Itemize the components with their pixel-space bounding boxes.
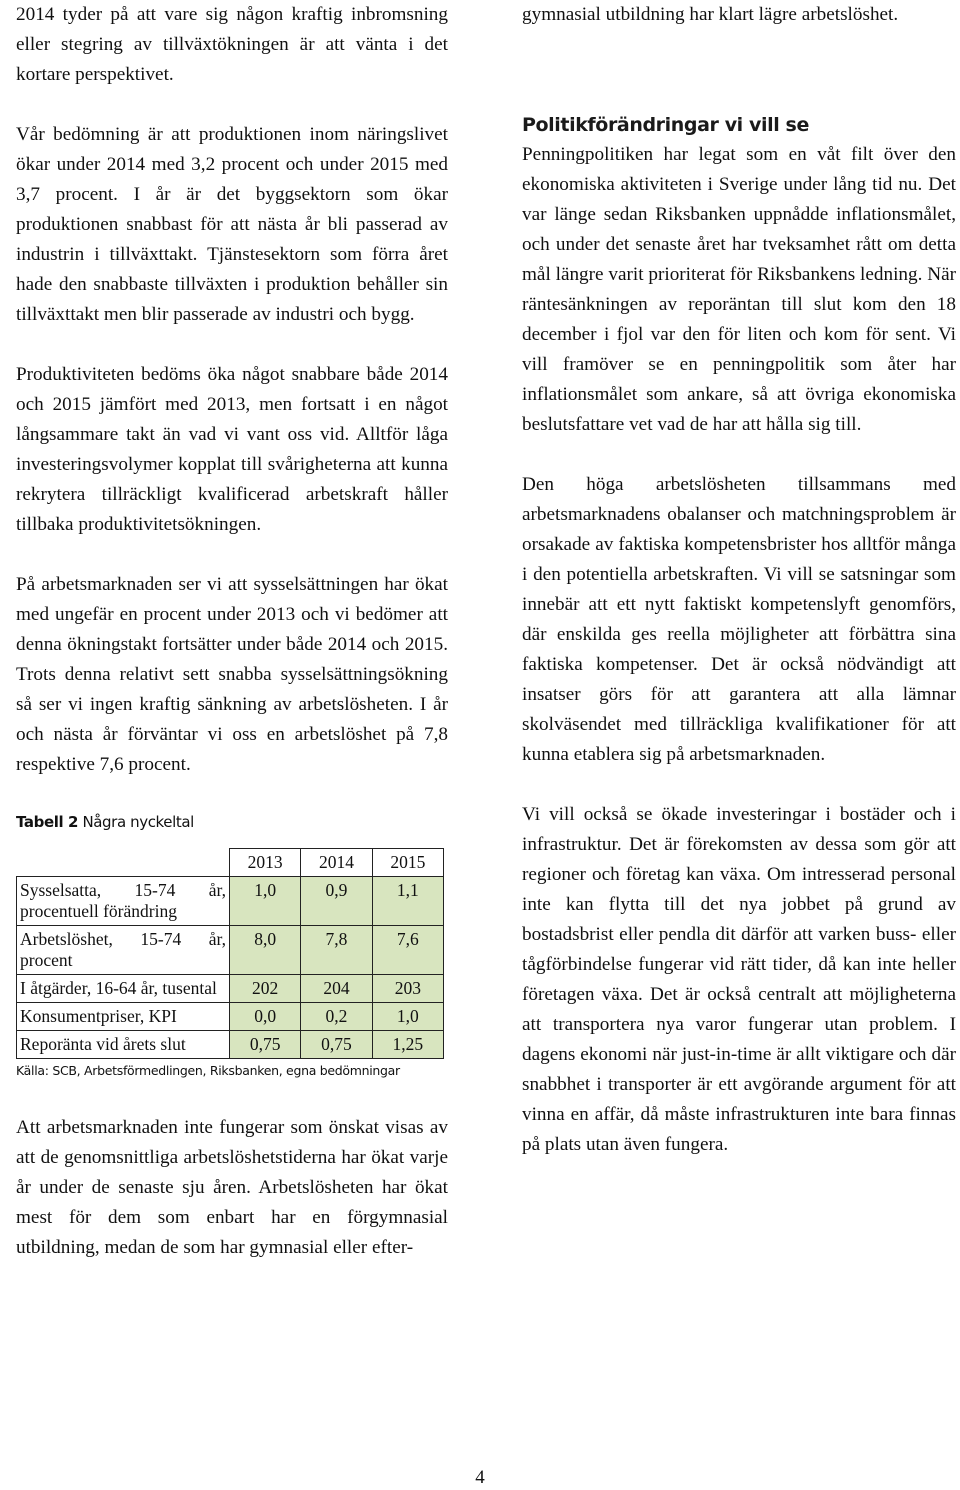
table-title-prefix: Tabell 2 (16, 813, 79, 831)
row-label: I åtgärder, 16-64 år, tusental (17, 975, 230, 1003)
cell-value: 204 (301, 975, 372, 1003)
year-header: 2013 (230, 849, 301, 877)
table-title (16, 812, 448, 832)
cell-value: 1,25 (372, 1031, 443, 1059)
cell-value: 0,0 (230, 1003, 301, 1031)
table-header-row (17, 849, 444, 877)
cell-value: 0,75 (301, 1031, 372, 1059)
table-row (17, 975, 444, 1003)
table-row (17, 1003, 444, 1031)
cell-value: 7,6 (372, 926, 443, 975)
year-header: 2015 (372, 849, 443, 877)
table-row (17, 877, 444, 926)
cell-value: 1,1 (372, 877, 443, 926)
row-label: Arbetslöshet, 15-74 år, procent (17, 926, 230, 975)
cell-value: 1,0 (372, 1003, 443, 1031)
left-paragraph-2: Vår bedömning är att produktionen inom näringslivet ökar under 2014 med 3,2 procent och under 2015 med 3,7 procent. I år är det byggsektorn som ökar produktionen snabbast för att nästa år bli passerad av industrin i tillväxttakt. Tjänstesektorn som förra året hade den snabbaste tillväxten i produktion behåller sin tillväxttakt men blir passerade av industri och bygg. (16, 124, 448, 325)
right-paragraph-3: Vi vill också se ökade investeringar i bostäder och i infrastruktur. Det är förekomsten av dessa som gör att regioner och företag kan växa. Om intresserad personal inte kan flytta till det nya jobbet på grund av bostadsbrist eller pendla dit därför att varken buss- eller tågförbindelse fungerar vid rätt tider, då kan inte heller företagen växa. Det är också centralt att möjligheterna att transportera nya varor fungerar utan problem. I dagens ekonomi när just-in-time är allt viktigare och där snabbhet i transporter är ett avgörande argument för att vinna en affär, då måste infrastrukturen inte bara finnas på plats utan även fungera. (522, 804, 956, 1155)
left-column (16, 0, 448, 1263)
cell-value: 0,9 (301, 877, 372, 926)
cell-value: 0,75 (230, 1031, 301, 1059)
table-title-rest: Några nyckeltal (78, 813, 194, 831)
row-label: Konsumentpriser, KPI (17, 1003, 230, 1031)
table-row (17, 926, 444, 975)
page-number: 4 (475, 1467, 485, 1488)
right-column (522, 0, 956, 1160)
cell-value: 202 (230, 975, 301, 1003)
key-figures-table-block (16, 812, 448, 1079)
table-row (17, 1031, 444, 1059)
cell-value: 203 (372, 975, 443, 1003)
table-source: Källa: SCB, Arbetsförmedlingen, Riksbanken, egna bedömningar (16, 1063, 400, 1078)
row-label: Reporänta vid årets slut (17, 1031, 230, 1059)
right-paragraph-0: gymnasial utbildning har klart lägre arbetslöshet. (522, 4, 899, 25)
cell-value: 0,2 (301, 1003, 372, 1031)
year-header: 2014 (301, 849, 372, 877)
cell-value: 1,0 (230, 877, 301, 926)
cell-value: 8,0 (230, 926, 301, 975)
section-heading: Politikförändringar vi vill se (522, 114, 809, 136)
key-figures-table (16, 848, 444, 1059)
right-paragraph-1: Penningpolitiken har legat som en våt filt över den ekonomiska aktiviteten i Sverige under lång tid nu. Det var länge sedan Riksbanken uppnådde inflationsmålet, och under det senaste året har tveksamhet rått om detta mål längre varit prioriterat för Riksbankens ledning. När räntesänkningen av reporäntan till slut kom den 18 december i fjol var den för liten och kom för sent. Vi vill framöver se en penningpolitik som åter har inflationsmålet som ankare, så att övriga ekonomiska beslutsfattare vet vad de har att hålla sig till. (522, 144, 956, 435)
right-paragraph-2: Den höga arbetslösheten tillsammans med arbetsmarknadens obalanser och matchningsproblem är orsakade av faktiska kompetensbrister hos alltför många i den potentiella arbetskraften. Vi vill se satsningar som innebär att ett nytt faktiskt kompetenslyft genomförs, där enskilda ges reella möjligheter att förbättra sina faktiska kompetenser. Det är också nödvändigt att insatser görs för att garantera att alla lämnar skolväsendet med tillräckliga kvalifikationer för att kunna etablera sig på arbetsmarknaden. (522, 474, 956, 765)
row-label: Sysselsatta, 15-74 år, procentuell förändring (17, 877, 230, 926)
cell-value: 7,8 (301, 926, 372, 975)
left-paragraph-5: Att arbetsmarknaden inte fungerar som önskat visas av att de genomsnittliga arbetslöshetstiderna har ökat varje år under de senaste sju åren. Arbetslösheten har ökat mest för dem som enbart har en förgymnasial utbildning, medan de som har gymnasial eller efter- (16, 1117, 448, 1258)
left-paragraph-3: Produktiviteten bedöms öka något snabbare både 2014 och 2015 jämfört med 2013, men fortsatt i en något långsammare takt än vad vi vant oss vid. Alltför låga investeringsvolymer kopplat till svårigheterna att kunna rekrytera tillräckligt kvalificerad arbetskraft håller tillbaka produktivitetsökningen. (16, 364, 448, 535)
left-paragraph-1: 2014 tyder på att vare sig någon kraftig inbromsning eller stegring av tillväxtökningen är att vänta i det kortare perspektivet. (16, 4, 448, 85)
left-paragraph-4: På arbetsmarknaden ser vi att sysselsättningen har ökat med ungefär en procent under 2013 och vi bedömer att denna ökningstakt fortsätter under både 2014 och 2015. Trots denna relativt sett snabba sysselsättningsökning så ser vi ingen kraftig sänkning av arbetslösheten. I år och nästa år förväntar vi oss en arbetslöshet på 7,8 respektive 7,6 procent. (16, 574, 448, 775)
